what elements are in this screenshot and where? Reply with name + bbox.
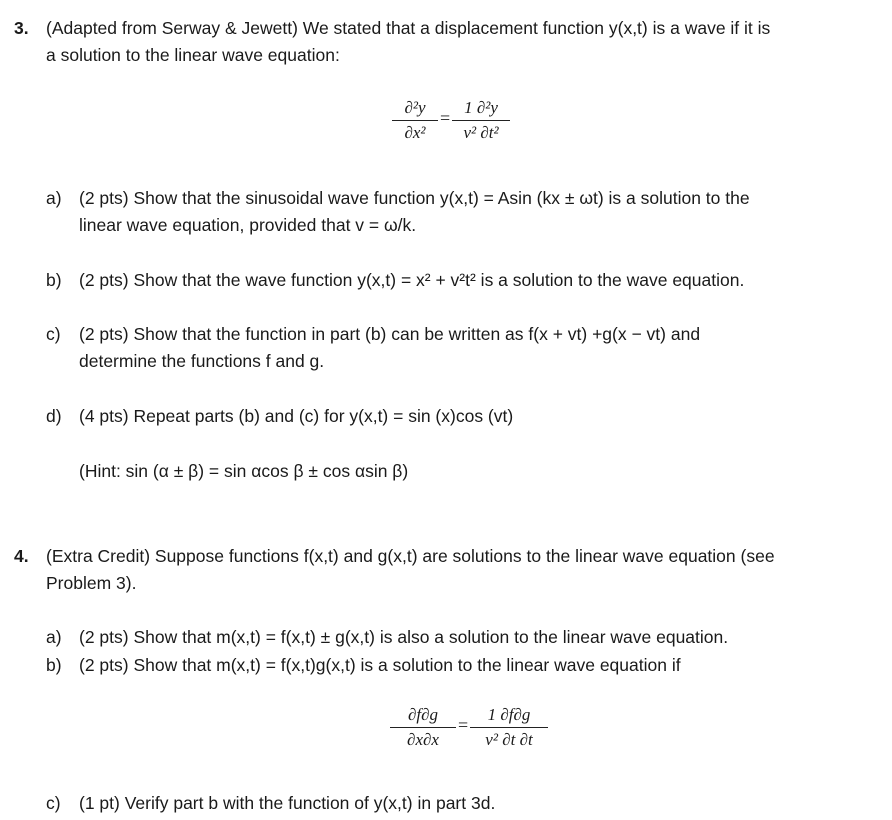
fraction-bar bbox=[390, 727, 456, 728]
part-4c-line1: (1 pt) Verify part b with the function of y(x,t) in part 3d. bbox=[79, 793, 496, 813]
part-3c-line2: determine the functions f and g. bbox=[79, 351, 325, 371]
product-eq-lhs bbox=[390, 704, 456, 751]
part-3a-label: a) bbox=[46, 188, 62, 208]
problem-3-intro-line2: a solution to the linear wave equation: bbox=[46, 45, 340, 65]
wave-eq-equals: = bbox=[440, 108, 451, 128]
part-4b-label: b) bbox=[46, 655, 62, 675]
problem-3-number: 3. bbox=[14, 18, 29, 38]
problem-4-intro-line1: (Extra Credit) Suppose functions f(x,t) and g(x,t) are solutions to the linear wave equation (see bbox=[46, 546, 775, 566]
fraction-bar bbox=[392, 120, 438, 121]
part-4a-line1: (2 pts) Show that m(x,t) = f(x,t) ± g(x,t) is also a solution to the linear wave equation. bbox=[79, 627, 729, 647]
wave-eq-lhs-numerator: ∂²y bbox=[404, 98, 426, 117]
wave-eq-rhs-denominator: v² ∂t² bbox=[463, 123, 499, 142]
part-3d-label: d) bbox=[46, 406, 62, 426]
product-eq-equals: = bbox=[458, 715, 469, 735]
problem-4-number: 4. bbox=[14, 546, 29, 566]
part-3b-label: b) bbox=[46, 270, 62, 290]
fraction-bar bbox=[470, 727, 548, 728]
part-3d-hint: (Hint: sin (α ± β) = sin αcos β ± cos αsin β) bbox=[79, 461, 409, 481]
part-3a-line1: (2 pts) Show that the sinusoidal wave function y(x,t) = Asin (kx ± ωt) is a solution to the bbox=[79, 188, 750, 208]
fraction-bar bbox=[452, 120, 510, 121]
part-3d-line1: (4 pts) Repeat parts (b) and (c) for y(x,t) = sin (x)cos (vt) bbox=[79, 406, 514, 426]
product-eq-rhs-denominator: v² ∂t ∂t bbox=[485, 730, 533, 749]
wave-eq-lhs bbox=[392, 97, 438, 144]
part-3b-line1: (2 pts) Show that the wave function y(x,t) = x² + v²t² is a solution to the wave equation. bbox=[79, 270, 745, 290]
wave-eq-rhs-numerator: 1 ∂²y bbox=[464, 98, 498, 117]
part-4a-label: a) bbox=[46, 627, 62, 647]
wave-eq-rhs bbox=[452, 97, 510, 144]
product-eq-lhs-numerator: ∂f∂g bbox=[407, 705, 439, 724]
product-eq-rhs bbox=[470, 704, 548, 751]
part-3a-line2: linear wave equation, provided that v = ω/k. bbox=[79, 215, 417, 235]
part-3c-label: c) bbox=[46, 324, 61, 344]
wave-eq-lhs-denominator: ∂x² bbox=[404, 123, 426, 142]
part-4c-label: c) bbox=[46, 793, 61, 813]
product-eq-lhs-denominator: ∂x∂x bbox=[407, 730, 439, 749]
problem-4-intro-line2: Problem 3). bbox=[46, 573, 137, 593]
problem-3-intro-line1: (Adapted from Serway & Jewett) We stated that a displacement function y(x,t) is a wave if it is bbox=[46, 18, 771, 38]
product-eq-rhs-numerator: 1 ∂f∂g bbox=[487, 705, 531, 724]
part-4b-line1: (2 pts) Show that m(x,t) = f(x,t)g(x,t) is a solution to the linear wave equation if bbox=[79, 655, 681, 675]
part-3c-line1: (2 pts) Show that the function in part (b) can be written as f(x + vt) +g(x − vt) and bbox=[79, 324, 701, 344]
